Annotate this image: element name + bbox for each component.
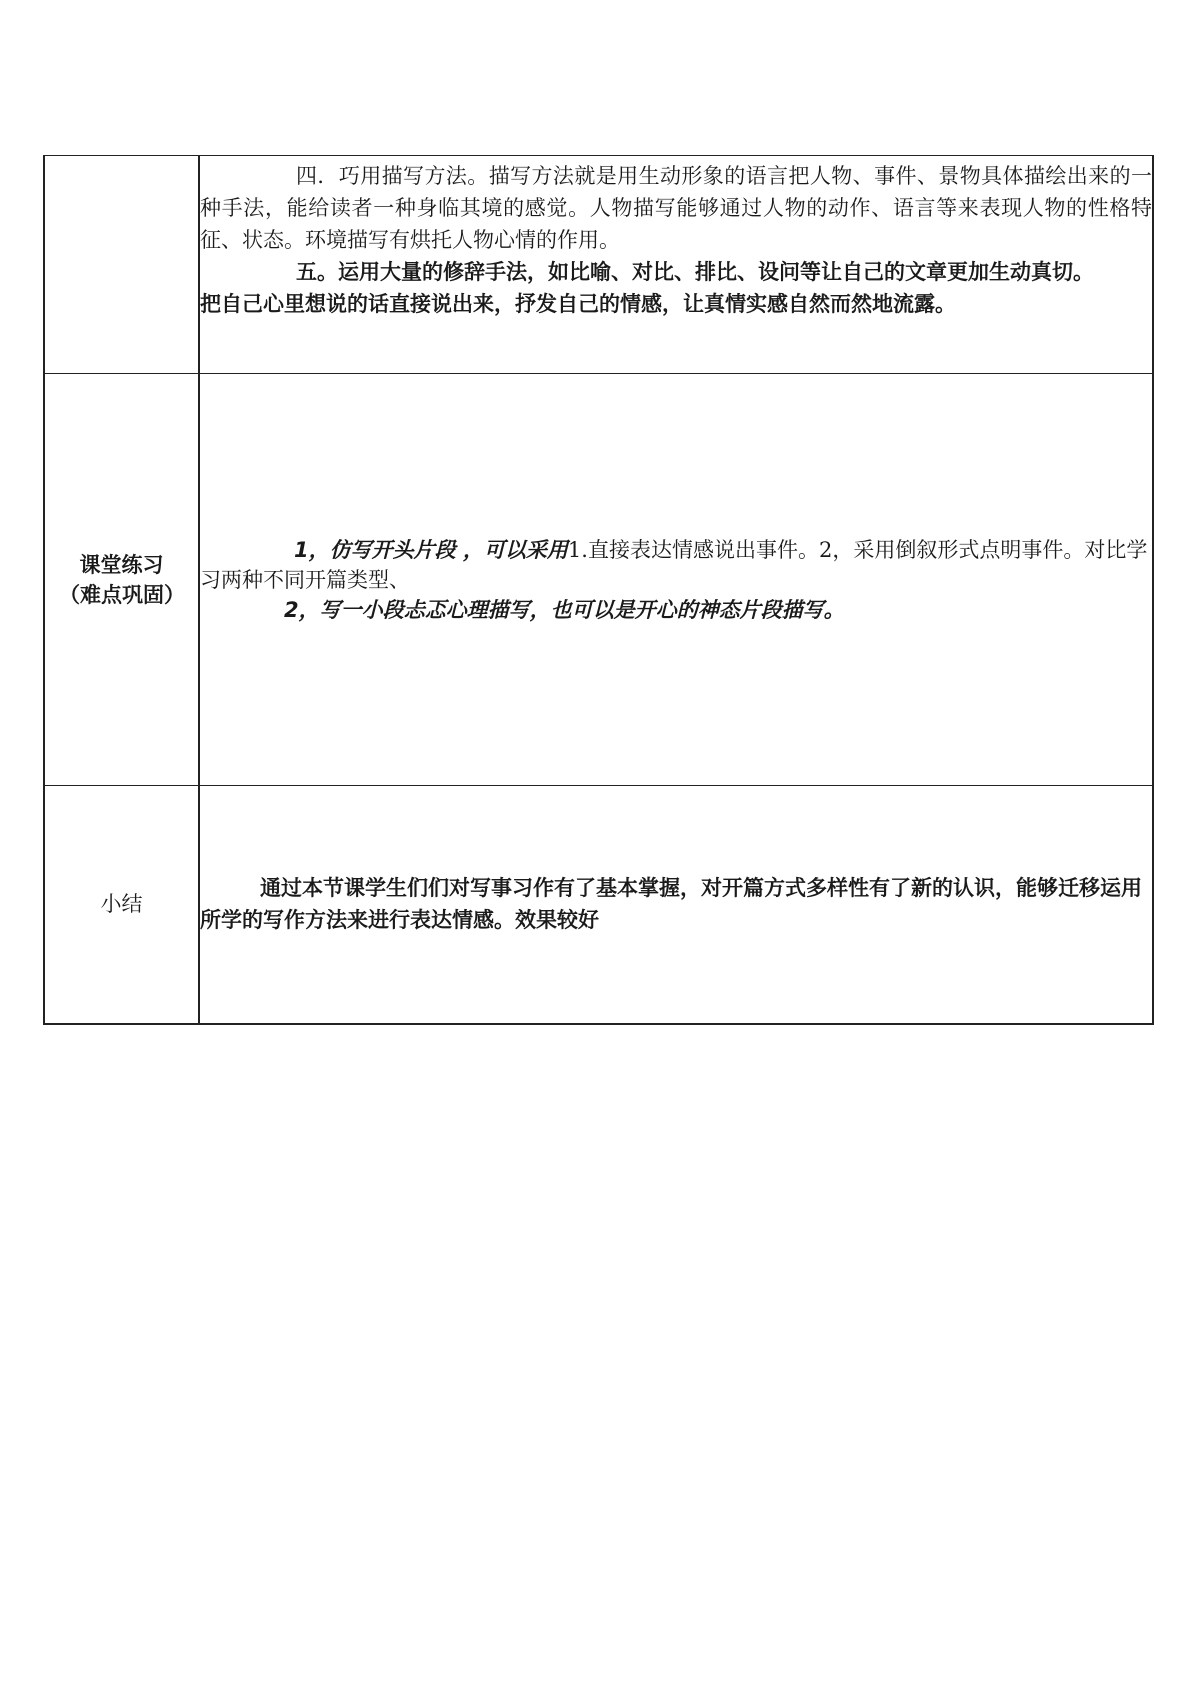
- summary-label: 小结: [100, 892, 143, 917]
- summary-label-cell: [44, 786, 199, 1024]
- class-practice-cell: [199, 374, 1153, 786]
- summary-text: 通过本节课学生们们对写事习作有了基本掌握，对开篇方式多样性有了新的认识，能够迁移运用所学的写作方法来进行表达情感。效果较好: [200, 876, 1142, 933]
- row-label-empty: [44, 156, 199, 374]
- table-row-summary: [44, 786, 1153, 1024]
- practice-item-2: 2，写一小段忐忑心理描写，也可以是开心的神态片段描写。: [284, 597, 845, 622]
- direct-expression-paragraph: 把自己心里想说的话直接说出来，抒发自己的情感，让真情实感自然而然地流露。: [200, 292, 956, 316]
- practice-item-1-text: 1.直接表达情感说出事件。2，采用倒叙形式点明事件。对比学习两种不同开篇类型、: [200, 537, 1148, 592]
- summary-cell: [199, 786, 1153, 1024]
- writing-methods-cell: [199, 156, 1153, 374]
- table-row-writing-methods: [44, 156, 1153, 374]
- class-practice-label: 课堂练习（难点巩固）: [59, 552, 185, 607]
- table-row-class-practice: [44, 374, 1153, 786]
- rhetoric-paragraph: 五。运用大量的修辞手法，如比喻、对比、排比、设问等让自己的文章更加生动真切。: [296, 260, 1094, 284]
- practice-item-1-emphasis: 1，仿写开头片段 ，可以采用: [294, 537, 568, 562]
- class-practice-label-cell: [44, 374, 199, 786]
- description-method-paragraph: 四．巧用描写方法。描写方法就是用生动形象的语言把人物、事件、景物具体描绘出来的一种手法，能给读者一种身临其境的感觉。人物描写能够通过人物的动作、语言等来表现人物的性格特征、状态。环境描写有烘托人物心情的作用。: [200, 164, 1152, 252]
- practice-item-1: [200, 535, 1152, 595]
- lesson-plan-table: [43, 155, 1154, 1025]
